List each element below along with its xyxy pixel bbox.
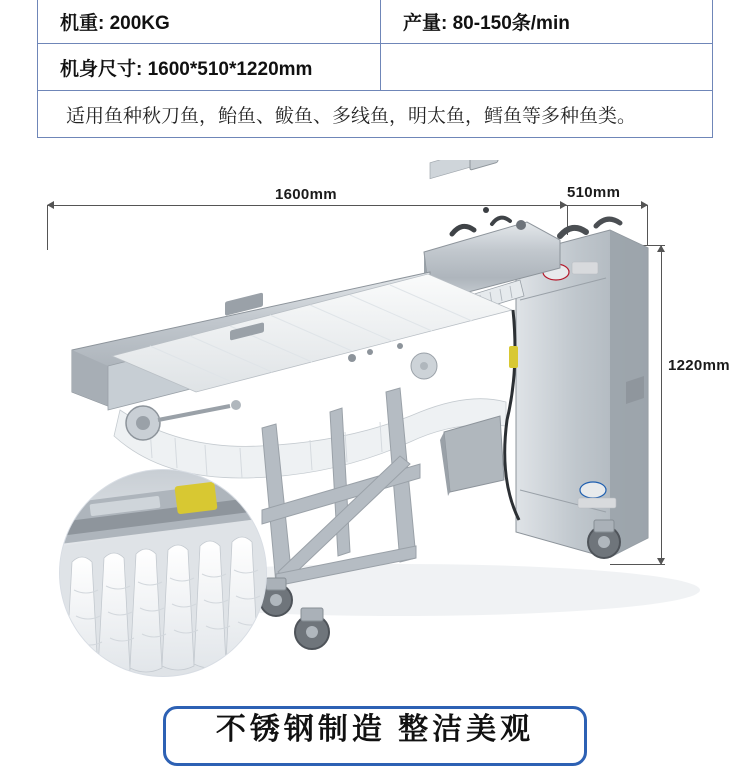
spec-cell-empty — [381, 44, 713, 91]
dimension-label-height: 1220mm — [668, 357, 730, 374]
spec-cell-weight — [38, 0, 381, 44]
spec-label-size: 机身尺寸: — [60, 58, 143, 80]
dimension-label-width: 1600mm — [275, 186, 337, 203]
spec-table — [37, 0, 713, 138]
table-row — [38, 91, 713, 138]
spec-cell-fish-note: 适用鱼种秋刀鱼，鲐鱼、鲅鱼、多线鱼，明太鱼，鳕鱼等多种鱼类。 — [38, 91, 713, 138]
table-row — [38, 0, 713, 44]
table-row — [38, 44, 713, 91]
spec-cell-size — [38, 44, 381, 91]
spec-value-size: 1600*510*1220mm — [147, 58, 313, 80]
fish-fillet-closeup-photo — [60, 470, 266, 676]
spec-value-capacity: 80-150条/min — [452, 12, 570, 34]
dimension-label-depth: 510mm — [567, 184, 621, 201]
spec-label-weight: 机重: — [60, 12, 105, 34]
spec-value-weight: 200KG — [109, 12, 170, 34]
spec-label-capacity: 产量: — [403, 12, 448, 34]
spec-cell-capacity — [381, 0, 713, 44]
bottom-banner-text: 不锈钢制造 整洁美观 — [215, 713, 535, 746]
